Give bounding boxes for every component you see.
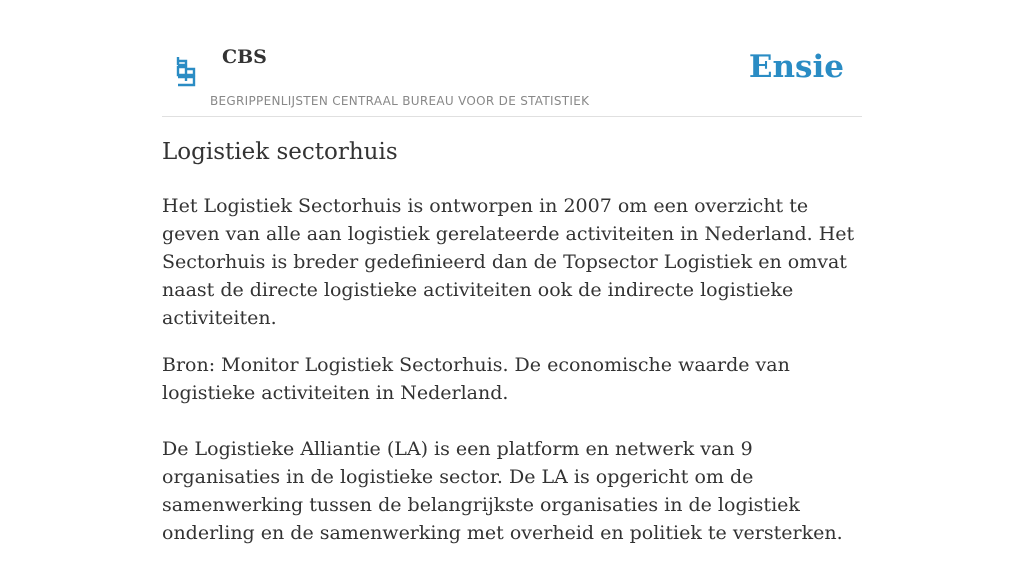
page-container: [162, 0, 862, 544]
page-title: Logistiek sectorhuis: [162, 139, 398, 165]
article-body: [162, 192, 862, 566]
ensie-brand-link[interactable]: Ensie: [748, 49, 844, 85]
article-paragraph: Het Logistiek Sectorhuis is ontworpen in 2007 om een overzicht te geven van alle aan logistiek gerelateerde activiteiten in Nederland. Het Sectorhuis is breder gedefinieerd dan de Topsector Logistiek en omvat naast de directe logistieke activiteiten ook de indirecte logistieke activiteiten.: [162, 195, 855, 329]
article-paragraph: De Logistieke Alliantie (LA) is een platform en netwerk van 9 organisaties in de logistieke sector. De LA is opgericht om de samenwerking tussen de belangrijkste organisaties in de logistiek onderling en de samenwerking met overheid en politiek te versterken.: [162, 438, 843, 544]
site-header: [162, 0, 862, 117]
cbs-logo-icon[interactable]: [174, 55, 198, 87]
site-subtitle: BEGRIPPENLIJSTEN CENTRAAL BUREAU VOOR DE STATISTIEK: [210, 94, 590, 108]
article-source: Bron: Monitor Logistiek Sectorhuis. De economische waarde van logistieke activiteiten in Nederland.: [162, 354, 790, 404]
org-name[interactable]: CBS: [222, 46, 267, 68]
